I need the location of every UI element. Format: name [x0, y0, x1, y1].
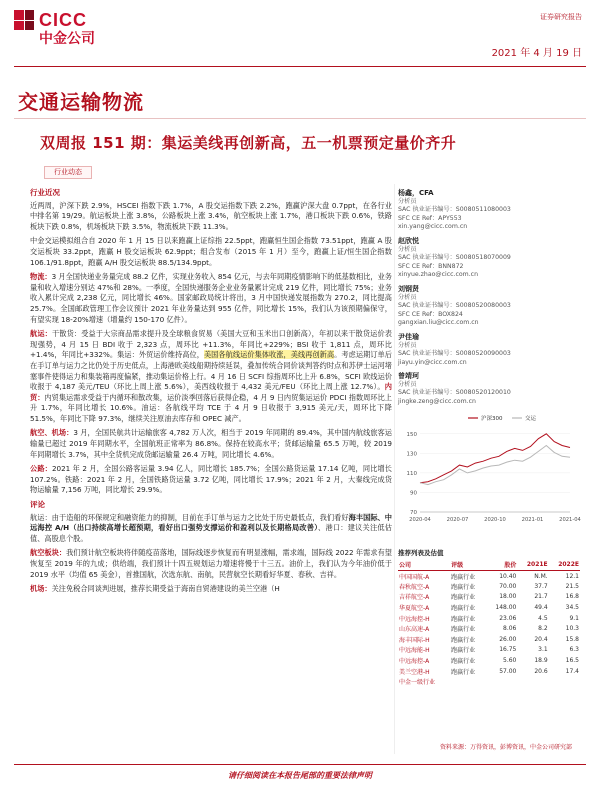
footer-divider — [14, 764, 586, 765]
paragraph-logistics — [30, 272, 392, 325]
table-cell: 华夏航空-A — [399, 605, 430, 613]
table-cell: 美兰空港-H — [399, 668, 430, 676]
legal-footer: 请仔细阅读在本报告尾部的重要法律声明 — [228, 771, 372, 780]
text-comment-airport: 关注免税合同谈判进展，推荐长期受益于海南自贸港建设的美兰空港（H — [51, 584, 280, 594]
legend-label: 沪深300 — [481, 416, 503, 422]
chart-svg — [398, 410, 581, 530]
paragraph-comment-airport — [30, 584, 392, 595]
table-cell: 57.00 — [499, 667, 517, 675]
table-cell: 跑赢行业 — [451, 626, 476, 634]
col-pe-2022: 2022E — [549, 559, 580, 571]
table-cell — [549, 676, 580, 687]
table-cell: N.M. — [534, 572, 548, 580]
table-cell: 5.60 — [503, 657, 517, 665]
table-row — [398, 592, 580, 603]
analyst-name: 曾靖珂 — [398, 372, 419, 381]
paragraph-shipping — [30, 329, 392, 424]
paragraph-market: 近两周，沪深下跌 2.9%，HSCEI 指数下跌 1.7%，A 股交运指数下跌 2.2%，跑赢沪深大盘 0.7ppt，在各行业中排名第 19/29。航运板块上涨 3.8%，公路板块上涨 3.4%，航空板块上涨 1.7%，港口板块下跌 0.6%，铁路板块下跌 0.8%，机场板块下跌 3.5%，物流板块下跌 11.3%。 — [30, 200, 392, 231]
analyst-block — [398, 237, 578, 280]
table-title: 推荐列表及估值 — [398, 549, 444, 557]
lead-airport: 机场： — [30, 584, 52, 594]
table-cell: 山东高速-A — [399, 626, 430, 634]
analyst-role: 分析员 — [398, 245, 417, 253]
table-cell: 吉祥航空-A — [399, 594, 430, 602]
table-row — [398, 571, 580, 582]
y-tick-label: 90 — [410, 490, 417, 497]
text-shipping-bulk: 干散货：受益于大宗商品需求提升及全球粮食贸易（美国大豆和玉米出口创新高），年初以来干散货运价表现强势，4 月 15 日 BDI 收于 2,323 点，周环比 +11.3%，年同比+229%；BSI 收于 1,811 点，周环比+1.4%，年同比+332%。 — [30, 329, 392, 360]
main-body — [30, 186, 392, 599]
table-cell: 跑赢行业 — [451, 668, 476, 676]
table-cell: 12.1 — [565, 572, 579, 580]
table-cell: 跑赢行业 — [451, 647, 476, 655]
lead-aviation: 航空、机场： — [30, 428, 74, 438]
analyst-email[interactable]: xin.yang@cicc.com.cn — [398, 223, 468, 231]
table-cell: 18.00 — [499, 593, 517, 601]
analyst-sac: SAC 执业证书编号：S0080520120010 — [398, 389, 511, 397]
analyst-block — [398, 333, 578, 367]
table-cell — [517, 676, 548, 687]
analyst-sac: SAC 执业证书编号：S0080520080003 — [398, 302, 511, 310]
text-aviation: 3 月，全国民航共计运输旅客 4,782 万人次，相当于 2019 年同期的 89.4%，其中国内航线旅客运输量已超过 2019 年同期水平，全国航班正常率为 86.8%。保持在较高水平；货邮运输量 65.5 万吨，较 2019 年同期增长 3.7%，其中全货机完成货邮运输量 26.4 万吨，同比增长 4.6%。 — [30, 428, 392, 459]
table-cell: 148.00 — [495, 604, 517, 612]
analyst-email[interactable]: jiayu.yin@cicc.com.cn — [398, 358, 467, 366]
analyst-sfc: SFC CE Ref：APY553 — [398, 214, 462, 222]
report-title: 双周报 151 期：集运美线再创新高，五一机票预定量价齐升 — [40, 134, 457, 152]
table-cell: 6.3 — [569, 646, 579, 654]
report-date: 2021 年 4 月 19 日 — [491, 48, 582, 59]
analyst-block — [398, 285, 578, 328]
table-cell: 4.5 — [538, 614, 548, 622]
analyst-name: 尹佳瑜 — [398, 332, 419, 341]
logo-en: CICC — [39, 10, 87, 30]
table-cell: 16.8 — [565, 593, 579, 601]
text-comment-picks: 海丰国际、中远海控 A/H（出口持续高增长超预期，看好出口强势支撑运价和盈利以及长期格局改善） — [30, 512, 392, 533]
paragraph-aviation — [30, 428, 392, 460]
y-tick-label: 130 — [406, 451, 417, 458]
table-cell: 8.06 — [503, 625, 517, 633]
table-cell: 20.6 — [534, 667, 548, 675]
table-row — [398, 645, 580, 656]
table-cell: 海丰国际-H — [399, 636, 430, 644]
table-cell: 49.4 — [534, 604, 548, 612]
table-cell: 跑赢行业 — [451, 615, 476, 623]
table-cell: 3.1 — [538, 646, 548, 654]
analyst-role: 分析员 — [398, 380, 417, 388]
table-cell: 17.4 — [565, 667, 579, 675]
table-cell: 16.5 — [565, 657, 579, 665]
analyst-name: 刘钢贤 — [398, 284, 419, 293]
table-row — [398, 634, 580, 645]
report-tag: 行业动态 — [44, 166, 92, 179]
table-cell: 跑赢行业 — [451, 583, 476, 591]
text-logistics: 3 月全国快递业务量完成 88.2 亿件，实现业务收入 854 亿元，与去年同期疫情影响下的低基数相比，业务量和收入增速分别达 47%和 28%。一季度，全国快递服务企业业务量累计完成 219 亿件，同比增长 75%；业务收入累计完成 2,238 亿元，同比增长 46%。国家邮政局统计将出，3 月中国快递发展指数为 270.2，同比提高 25.7%。全国邮政管理工作会议预计 2021 年业务量达到 955 亿件，同比增长 15%，我们认为该预期偏保守，有望实现 18-20%增速（增量约 150-170 亿件）。 — [30, 272, 392, 324]
source-note: 资料来源：万得资讯，彭博资讯，中金公司研究部 — [440, 744, 573, 751]
table-row — [398, 581, 580, 592]
x-tick-label: 2020-10 — [484, 517, 506, 523]
table-cell: 9.1 — [569, 614, 579, 622]
y-tick-label: 150 — [406, 431, 417, 438]
table-cell: 中远海控-A — [399, 658, 430, 666]
analyst-block — [398, 189, 578, 232]
highlight-us-lines: 美国各航线运价集体收涨，美线再创新高 — [203, 350, 335, 360]
table-cell: 70.00 — [499, 582, 517, 590]
table-cell: 10.3 — [565, 625, 579, 633]
table-cell: 8.2 — [538, 625, 548, 633]
y-tick-label: 110 — [406, 470, 417, 477]
table-cell: 跑赢行业 — [451, 594, 476, 602]
table-cell: 中远海能-H — [399, 647, 430, 655]
table-cell: 23.06 — [499, 614, 517, 622]
table-cell: 春秋航空-A — [399, 583, 430, 591]
sector-divider — [14, 118, 586, 119]
text-comment-ports: 、港口：建议关注低估值、高股息个股。 — [30, 523, 392, 543]
table-cell — [450, 676, 486, 687]
y-tick-label: 70 — [410, 510, 417, 516]
analyst-role: 分析员 — [398, 197, 417, 205]
section-heading-recent: 行业近况 — [30, 188, 60, 197]
paragraph-comment-airline — [30, 548, 392, 580]
paragraph-road — [30, 464, 392, 496]
table-cell: 中金一级行业 — [399, 679, 436, 687]
x-tick-label: 2021-04 — [559, 517, 581, 523]
table-cell: 15.8 — [565, 635, 579, 643]
analyst-sac: SAC 执业证书编号：S0080520090003 — [398, 350, 511, 358]
table-cell: 跑赢行业 — [451, 658, 476, 666]
performance-chart — [398, 410, 581, 530]
table-cell: 20.4 — [534, 635, 548, 643]
text-road: 2021 年 2 月，全国公路客运量 3.94 亿人，同比增长 185.7%；全国公路货运量 17.14 亿吨，同比增长 107.2%。铁路：2021 年 2 月，全国铁路货运量 3.72 亿吨，同比增长 17.9%；2021 年 2 月，大秦线完成货物运输量 7,156 万吨，同比增长 29.9%。 — [30, 464, 392, 495]
logo-mark-icon — [14, 10, 34, 30]
text-shipping-domestic: 内贸集运需求受益于内循环和散改集，运价淡季回落后获得企稳，4 月 9 日内贸集运运价 PDCI 指数周环比上升 1.7%，年同比增长 10.6%。油运：各航线平均 TCE 于 4 月 9 日收报于 3,915 美元/天，周环比下降 51.5%，年同比下降 97.3%，继续关注原油去库存和 OPEC 减产。 — [30, 392, 392, 423]
lead-shipping: 航运： — [30, 329, 52, 339]
text-shipping-scfi: 。考虑运期订单后在手订单与运力之比仍处于历史低点，上海港欧美线船期持续延误，叠加传统合同价谈判答约时点和苏伊士运河堵塞事件使得运力和集装箱再度偏紧，推动集运价格上行。4 月 16 日 SCFI 综指周环比上升 6.8%，SCFI 欧线运价收报于 4,187 美元/TEU（环比上周上涨 5.6%），美西线收报于 4,432 美元/FEU（环比上周上涨 12.7%）。 — [30, 350, 392, 392]
paragraph-portfolio: 中金交运模拟组合自 2020 年 1 月 15 日以来跑赢上证综指 22.5ppt，跑赢恒生国企指数 73.51ppt，跑赢 A 股交运板块 33.2ppt，跑赢 H 股交运板块 62.9ppt；组合发布（2015 年 1 月）至今，跑赢上证/恒生国企指数 106.1/91.8ppt，跑赢 A/H 股交运板块 88.5/134.9ppt。 — [30, 236, 392, 267]
analyst-role: 分析员 — [398, 341, 417, 349]
x-tick-label: 2020-04 — [409, 517, 431, 523]
analyst-list — [398, 184, 578, 407]
table-row — [398, 666, 580, 677]
section-heading-comment: 评论 — [30, 500, 45, 510]
analyst-sac: SAC 执业证书编号：S0080511080003 — [398, 206, 511, 214]
x-tick-label: 2021-01 — [521, 517, 544, 523]
col-pe-2021: 2021E — [517, 559, 548, 571]
lead-logistics: 物流： — [30, 272, 52, 282]
text-comment-shipping: 航运：由于造船的环保规定和融资能力的抑制，目前在手订单与运力之比处于历史最低点，我们看好 — [30, 512, 349, 522]
table-cell: 10.40 — [499, 572, 517, 580]
analyst-sfc: SFC CE Ref：BNN872 — [398, 262, 464, 270]
cicc-logo — [14, 10, 104, 58]
x-tick-label: 2020-07 — [446, 517, 469, 523]
table-cell: 21.5 — [565, 582, 579, 590]
table-cell: 37.7 — [534, 582, 548, 590]
analyst-email[interactable]: xinyue.zhao@cicc.com.cn — [398, 271, 478, 279]
table-row — [398, 623, 580, 634]
analyst-sac: SAC 执业证书编号：S0080518070009 — [398, 254, 511, 262]
table-cell: 16.75 — [499, 646, 517, 654]
table-row — [398, 602, 580, 613]
table-cell: 21.7 — [534, 593, 548, 601]
table-cell: 跑赢行业 — [451, 605, 476, 613]
analyst-email[interactable]: jingke.zeng@cicc.com.cn — [398, 398, 476, 406]
report-type: 证券研究报告 — [540, 13, 582, 21]
table-row — [398, 676, 580, 687]
series-line-1 — [420, 446, 570, 485]
analyst-name: 杨鑫，CFA — [398, 189, 434, 197]
paragraph-comment-shipping — [30, 513, 392, 545]
lead-road: 公路： — [30, 464, 52, 474]
text-comment-airline: 我们预计航空板块将伴随疫苗落地，国际线逐步恢复而有明显涨幅，需求端，国际线 2022 年需求有望恢复至 2019 年的九成；供给端，我们预计十四五规划运力增速将慢于十三五。油价上，我们认为今年油价低于 2019 水平（均值 65 美金），首推国航，次选东航、南航，民营航空长期看好华夏、春秋、吉祥。 — [30, 548, 392, 579]
valuation-table — [398, 559, 580, 687]
table-cell: 中远海控-H — [399, 615, 430, 623]
analyst-block — [398, 372, 578, 406]
analyst-email[interactable]: gangxian.liu@cicc.com.cn — [398, 319, 479, 327]
lead-airline: 航空板块： — [30, 548, 67, 558]
table-cell: 34.5 — [565, 604, 579, 612]
col-company: 公司 — [398, 559, 450, 571]
logo-cn: 中金公司 — [39, 31, 95, 47]
col-price: 股价 — [486, 559, 518, 571]
table-row — [398, 655, 580, 666]
column-divider — [394, 184, 395, 754]
table-cell: 跑赢行业 — [451, 573, 476, 581]
valuation-table-wrap — [398, 548, 580, 687]
sector-title: 交通运输物流 — [18, 90, 144, 114]
analyst-name: 赵欣悦 — [398, 236, 419, 245]
col-rating: 评级 — [450, 559, 486, 571]
lead-domestic: 内贸： — [30, 382, 392, 402]
header-divider — [14, 66, 586, 67]
table-cell: 中国国航-A — [399, 573, 430, 581]
table-cell: 26.00 — [499, 635, 517, 643]
analyst-sfc: SFC CE Ref：BOX824 — [398, 310, 463, 318]
table-cell: 18.9 — [534, 657, 548, 665]
table-header-row — [398, 559, 580, 571]
analyst-role: 分析员 — [398, 293, 417, 301]
text-shipping-container: 集运：外贸运价维持高位， — [117, 350, 204, 360]
table-cell: 跑赢行业 — [451, 636, 476, 644]
table-row — [398, 613, 580, 624]
series-line-0 — [420, 434, 570, 483]
table-cell — [486, 676, 518, 687]
legend-label: 交运 — [525, 416, 537, 422]
